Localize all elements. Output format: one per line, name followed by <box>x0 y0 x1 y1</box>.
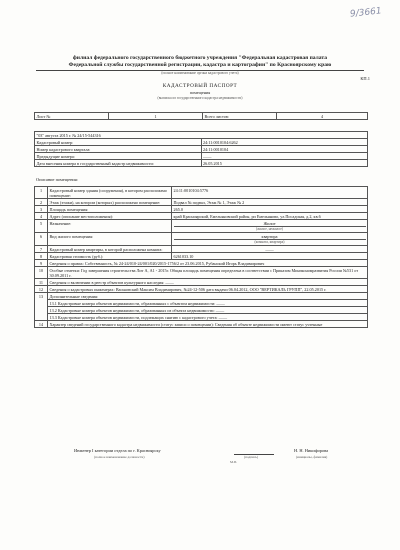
item-label: Кадастровая стоимость (руб.): <box>48 253 172 260</box>
item-number: 11 <box>35 279 48 286</box>
sheet-label: Лист № <box>35 113 109 120</box>
table-row <box>35 293 368 300</box>
table-row <box>35 139 368 146</box>
item-value: 6261033.10 <box>172 253 368 260</box>
table-row <box>35 187 368 199</box>
table-row <box>35 146 368 153</box>
org-caption: (полное наименование органа кадастрового учета) <box>36 70 364 75</box>
item-number: 6 <box>35 233 48 246</box>
item-number: 10 <box>35 267 48 279</box>
item-value: Жилое <box>263 220 276 226</box>
item-number: 5 <box>35 220 48 233</box>
additional-number: 13.2 <box>49 307 57 313</box>
item-label: Площадь помещения: <box>48 206 172 213</box>
item-label: Сведения о правах: Собственность, № 24-24/010-24/001/020/2015-1756/2 от 23.06.2015, Рубанский Игорь Владимирович <box>48 260 368 267</box>
name-caption: (инициалы, фамилия) <box>296 455 328 459</box>
item-number: 8 <box>35 253 48 260</box>
item-value: край Красноярский, Емельяновский район, рп Емельяново, ул.Посадская, д.2, кв.6 <box>172 213 368 220</box>
organization-header <box>36 55 364 69</box>
additional-item <box>48 300 368 307</box>
item-number: 13 <box>35 293 48 321</box>
document-subtitle: помещения <box>189 90 211 95</box>
item-value: 265.0 <box>172 206 368 213</box>
additional-number: 13.3 <box>49 314 57 320</box>
total-sheets-label: Всего листов: <box>203 113 277 120</box>
info-label: Номер кадастрового квартала: <box>35 146 202 153</box>
document-caption: (выписка из государственного кадастра недвижимости) <box>157 96 243 100</box>
additional-label: Кадастровые номера объектов недвижимости, образованных из объекта недвижимости: <box>57 307 215 313</box>
sheet-table <box>34 112 368 120</box>
org-line-1: филиал федерального государственного бюджетного учреждения "Федеральная кадастровая палата <box>72 55 328 61</box>
signature-block <box>34 448 368 463</box>
item-label: Характер сведений государственного кадастра недвижимости (статус записи о помещении): Сведения об объекте недвижимости имеют статус учтенные <box>48 321 368 328</box>
table-row <box>35 286 368 293</box>
info-table <box>34 131 368 167</box>
table-row <box>35 321 368 328</box>
table-row <box>35 300 368 307</box>
item-label-with-value <box>48 279 368 286</box>
info-label: Дата внесения номера в государственный кадастр недвижимости: <box>35 160 202 167</box>
handwritten-note: 9/3661 <box>349 6 383 20</box>
table-row <box>35 132 368 139</box>
item-label: Особые отметки: Год завершения строительства Лит А, А1 - 2015г. Общая площадь помещения определена в соответствии с Приказом Минэкономразвития России №531 от 30.09.2011 г. <box>48 267 368 279</box>
item-number: 12 <box>35 286 48 293</box>
item-number: 1 <box>35 187 48 199</box>
table-row <box>35 267 368 279</box>
table-row <box>35 206 368 213</box>
item-label: Сведения о включении в реестр объектов культурного наследия: <box>49 279 165 285</box>
additional-value: —— <box>215 307 225 313</box>
table-row <box>35 314 368 321</box>
item-caption: (жилое, нежилое) <box>174 226 366 232</box>
item-value: —— <box>172 246 368 253</box>
table-row <box>35 260 368 267</box>
item-number: 14 <box>35 321 48 328</box>
info-value: 26.05.2015 <box>201 160 368 167</box>
item-value: —— <box>165 279 174 285</box>
info-value: —— <box>201 153 368 160</box>
item-value: Подвал № подвал, Этаж № 1, Этаж № 2 <box>172 199 368 206</box>
table-row <box>35 199 368 206</box>
item-value-cell <box>172 233 368 246</box>
item-label: Кадастровый номер квартиры, в которой расположена комната: <box>48 246 172 253</box>
description-label: Описание помещения: <box>36 177 79 182</box>
info-value: 24:11:0010104:6262 <box>201 139 368 146</box>
item-label: Сведения о кадастровых инженерах: Васьковский Максим Владимирович, №24-12-506 дата выдачи 06.04.2012, ООО "ВЕРТИКАЛЬ ГРУПП", 22.05.2015 г. <box>48 286 368 293</box>
item-value-cell <box>172 220 368 233</box>
org-line-2: Федеральной службы государственной регистрации, кадастра и картографии" по Красноярскому краю <box>68 62 332 68</box>
item-value: квартира <box>261 233 278 239</box>
table-row <box>35 233 368 246</box>
additional-label: Дополнительные сведения: <box>48 293 368 300</box>
signature-line <box>234 448 274 455</box>
total-sheets-value: 4 <box>277 113 368 120</box>
item-label: Вид жилого помещения: <box>48 233 172 246</box>
item-label: Этаж (этажи), на котором (которых) расположено помещение: <box>48 199 172 206</box>
info-label: Предыдущие номера: <box>35 153 202 160</box>
form-code: КП.1 <box>360 76 370 81</box>
item-number: 2 <box>35 199 48 206</box>
description-table <box>34 186 368 328</box>
signer-position: Инженер I категории отдела по г. Красноярску <box>74 448 161 453</box>
item-number: 4 <box>35 213 48 220</box>
additional-number: 13.1 <box>49 300 57 306</box>
item-label: Кадастровый номер здания (сооружения), в котором расположено помещение: <box>48 187 172 199</box>
table-row <box>35 307 368 314</box>
item-number: 3 <box>35 206 48 213</box>
table-row <box>35 279 368 286</box>
table-row <box>35 220 368 233</box>
item-caption: (комната, квартира) <box>174 239 366 245</box>
table-row <box>35 253 368 260</box>
additional-item <box>48 307 368 314</box>
signer-name: Н. Н. Никифорова <box>294 448 329 453</box>
sheet-value: 1 <box>109 113 203 120</box>
table-row <box>35 246 368 253</box>
additional-item <box>48 314 368 321</box>
additional-value: —— <box>216 300 225 306</box>
position-caption: (полное наименование должности) <box>94 455 145 459</box>
item-number: 7 <box>35 246 48 253</box>
table-row <box>35 153 368 160</box>
stamp-caption: М.П. <box>230 460 238 464</box>
info-value: 24:11:0010104 <box>201 146 368 153</box>
table-row <box>35 160 368 167</box>
info-date-number: "03" августа 2015 г. № 24/15-544316 <box>35 132 368 139</box>
item-value: 24:11:0010104:5776 <box>172 187 368 199</box>
signature-caption: (подпись) <box>244 455 259 459</box>
item-number: 9 <box>35 260 48 267</box>
item-label: Адрес (описание местоположения): <box>48 213 172 220</box>
additional-value: —— <box>218 314 228 320</box>
item-label: Назначение: <box>48 220 172 233</box>
additional-label: Кадастровые номера объектов недвижимости, подлежащих снятию с кадастрового учета: <box>57 314 218 320</box>
info-label: Кадастровый номер: <box>35 139 202 146</box>
additional-label: Кадастровые номера объектов недвижимости, образованных с объектом недвижимости: <box>57 300 216 306</box>
document-title: КАДАСТРОВЫЙ ПАСПОРТ <box>162 83 238 89</box>
table-row <box>35 213 368 220</box>
